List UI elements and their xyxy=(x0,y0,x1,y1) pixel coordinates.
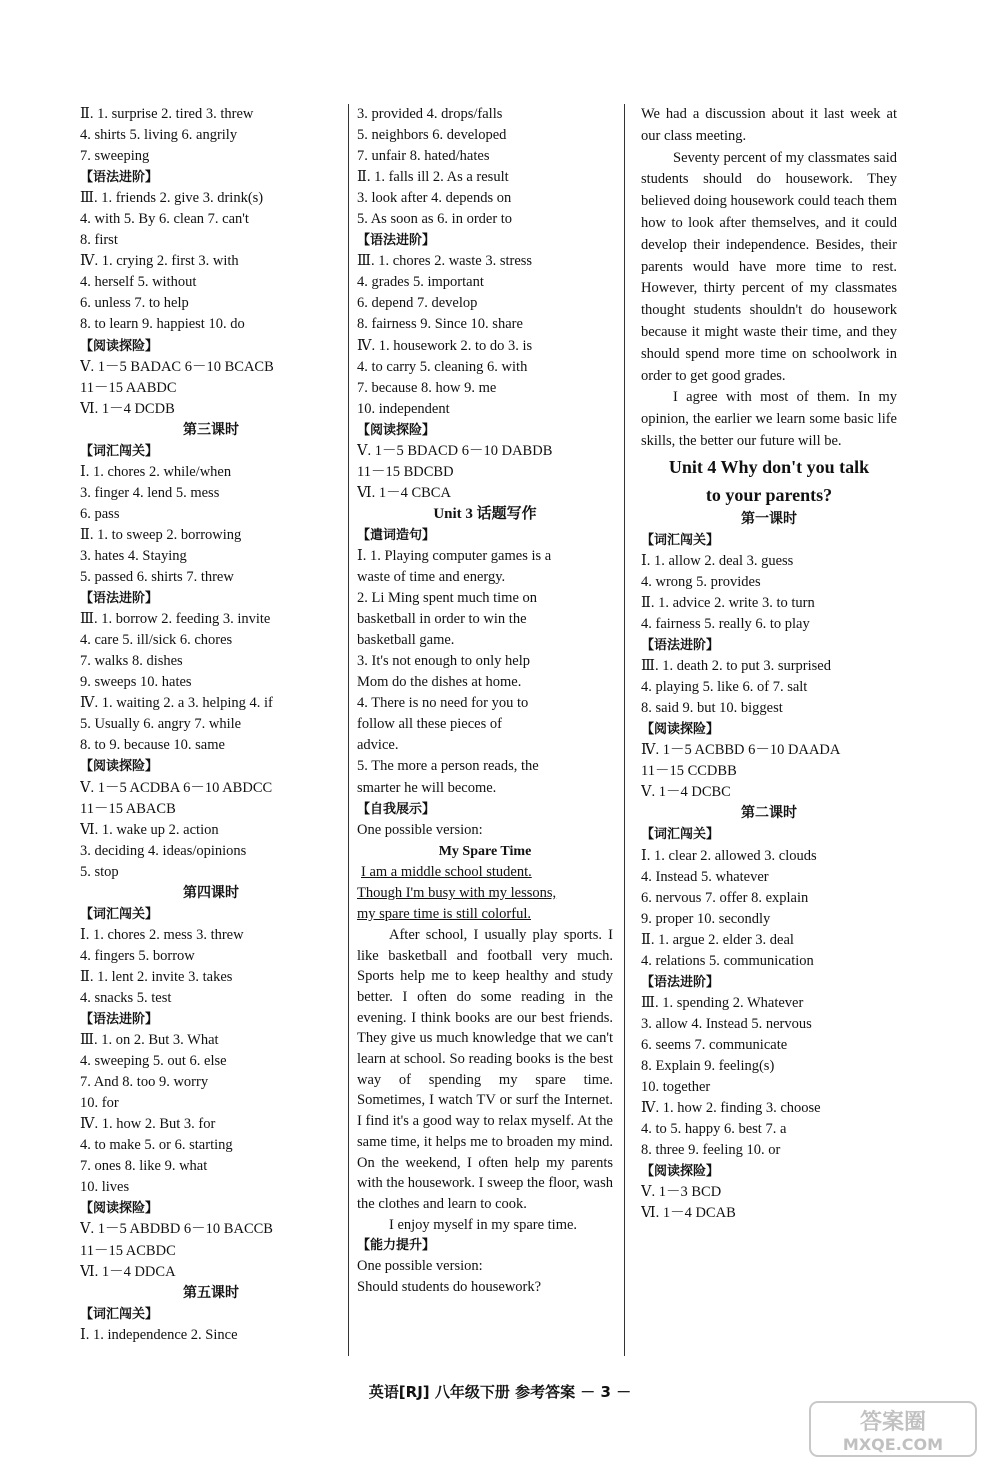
answer-line: 5. passed 6. shirts 7. threw xyxy=(80,569,234,586)
answer-line: 6. pass xyxy=(80,505,120,522)
answer-line: 6. unless 7. to help xyxy=(80,295,189,312)
answer-line: Ⅳ. 1. waiting 2. a 3. helping 4. if xyxy=(80,695,273,712)
section-heading: 【词汇闯关】 xyxy=(80,1306,159,1322)
answer-line: 11－15 ABACB xyxy=(80,800,176,817)
answer-line: basketball in order to win the xyxy=(357,611,527,628)
answer-line: Ⅲ. 1. borrow 2. feeding 3. invite xyxy=(80,611,271,628)
answer-column-1 xyxy=(80,104,342,1346)
answer-line: 4. snacks 5. test xyxy=(80,989,172,1006)
section-heading: 【词汇闯关】 xyxy=(641,827,720,843)
answer-line: Ⅳ. 1. how 2. finding 3. choose xyxy=(641,1100,821,1117)
answer-line: Ⅱ. 1. falls ill 2. As a result xyxy=(357,169,509,186)
answer-line: 5. The more a person reads, the xyxy=(357,758,539,775)
answer-line: Ⅵ. 1－4 CBCA xyxy=(357,484,451,501)
answer-line: Ⅵ. 1. wake up 2. action xyxy=(80,821,219,838)
answer-line: 4. to 5. happy 6. best 7. a xyxy=(641,1121,787,1138)
answer-line: 10. for xyxy=(80,1095,119,1112)
essay-underlined-line: my spare time is still colorful. xyxy=(357,905,531,922)
answer-line: 4. There is no need for you to xyxy=(357,695,529,712)
answer-line: Ⅱ. 1. to sweep 2. borrowing xyxy=(80,526,242,543)
answer-line: Ⅲ. 1. friends 2. give 3. drink(s) xyxy=(80,190,264,207)
section-heading: 【语法进阶】 xyxy=(641,974,720,990)
answer-line: Ⅱ. 1. surprise 2. tired 3. threw xyxy=(80,106,254,122)
answer-line: waste of time and energy. xyxy=(357,569,506,586)
answer-line: 11－15 CCDBB xyxy=(641,763,737,780)
answer-line: 3. provided 4. drops/falls xyxy=(357,106,503,122)
answer-line: 4. fairness 5. really 6. to play xyxy=(641,615,810,632)
answer-line: 8. to learn 9. happiest 10. do xyxy=(80,316,245,333)
section-heading: 【阅读探险】 xyxy=(357,422,436,438)
answer-line: follow all these pieces of xyxy=(357,716,502,733)
essay-paragraph: After school, I usually play sports. I like basketball and football very much. Sports help me to keep healthy and study better. I often do some reading in the evening. I think books are our best friends. They give us much knowledge that we can't learn at school. So reading books is the best way of spending my spare time. Sometimes, I watch TV or surf the Internet. I find it's a good way to relax myself. At the same time, it helps me to broaden my mind. On the weekend, I often help my parents with the housework. I sweep the floor, wash the clothes and learn to cook. xyxy=(357,926,613,1212)
answer-line: 3. It's not enough to only help xyxy=(357,653,530,670)
answer-line: 7. And 8. too 9. worry xyxy=(80,1074,209,1091)
answer-line: Ⅴ. 1－4 DCBC xyxy=(641,784,731,801)
answer-line: 7. ones 8. like 9. what xyxy=(80,1158,208,1175)
answer-line: 5. Usually 6. angry 7. while xyxy=(80,716,242,733)
answer-column-2 xyxy=(357,104,613,1299)
answer-line: advice. xyxy=(357,737,399,754)
answer-line: 3. hates 4. Staying xyxy=(80,547,187,564)
essay-underlined-line: Though I'm busy with my lessons, xyxy=(357,884,557,901)
section-heading: 【阅读探险】 xyxy=(80,759,159,775)
answer-line: 9. sweeps 10. hates xyxy=(80,674,192,691)
section-heading: 【阅读探险】 xyxy=(80,1201,159,1217)
unit-heading: Unit 3 话题写作 xyxy=(433,505,537,522)
answer-line: 8. fairness 9. Since 10. share xyxy=(357,316,523,333)
answer-line: Ⅴ. 1－5 ABDBD 6－10 BACCB xyxy=(80,1221,273,1238)
page-footer: 英语[RJ] 八年级下册 参考答案 － 3 － xyxy=(368,1383,632,1401)
answer-line: 4. to carry 5. cleaning 6. with xyxy=(357,358,528,375)
answer-line: Ⅲ. 1. chores 2. waste 3. stress xyxy=(357,253,533,270)
answer-line: 8. Explain 9. feeling(s) xyxy=(641,1057,775,1074)
answer-line: Ⅱ. 1. argue 2. elder 3. deal xyxy=(641,931,794,948)
answer-line: 7. walks 8. dishes xyxy=(80,653,183,670)
answer-line: 6. seems 7. communicate xyxy=(641,1036,788,1053)
answer-line: 3. look after 4. depends on xyxy=(357,190,512,207)
answer-line: Ⅰ. 1. Playing computer games is a xyxy=(357,547,552,564)
essay-underlined-line: I am a middle school student. xyxy=(361,863,532,880)
section-heading: 【阅读探险】 xyxy=(641,1164,720,1180)
lesson-heading: 第五课时 xyxy=(183,1284,239,1301)
lesson-heading: 第一课时 xyxy=(741,510,797,527)
lesson-heading: 第三课时 xyxy=(183,421,239,438)
unit-heading: to your parents? xyxy=(705,484,833,505)
lesson-heading: 第四课时 xyxy=(183,884,239,901)
answer-line: Ⅴ. 1－3 BCD xyxy=(641,1184,722,1201)
watermark-logo xyxy=(808,1400,978,1458)
answer-line: Ⅴ. 1－5 BADAC 6－10 BCACB xyxy=(80,358,274,375)
answer-line: 5. neighbors 6. developed xyxy=(357,127,507,144)
answer-line: 3. allow 4. Instead 5. nervous xyxy=(641,1015,812,1032)
answer-line: 5. stop xyxy=(80,863,119,880)
section-heading: 【自我展示】 xyxy=(357,801,436,817)
answer-line: 3. deciding 4. ideas/opinions xyxy=(80,842,247,859)
lesson-heading: 第二课时 xyxy=(741,805,797,822)
section-heading: 【词汇闯关】 xyxy=(80,906,159,922)
answer-line: Ⅱ. 1. lent 2. invite 3. takes xyxy=(80,968,233,985)
answer-line: 8. first xyxy=(80,232,118,249)
answer-line: Ⅰ. 1. allow 2. deal 3. guess xyxy=(641,552,794,569)
answer-line: Ⅳ. 1. housework 2. to do 3. is xyxy=(357,337,533,354)
answer-line: 4. shirts 5. living 6. angrily xyxy=(80,127,238,144)
answer-line: 4. care 5. ill/sick 6. chores xyxy=(80,632,233,649)
answer-line: 11－15 AABDC xyxy=(80,379,177,396)
answer-line: 4. fingers 5. borrow xyxy=(80,947,195,964)
watermark-top-text: 答案圈 xyxy=(859,1410,927,1435)
answer-line: 4. grades 5. important xyxy=(357,274,484,291)
answer-line: 8. said 9. but 10. biggest xyxy=(641,700,783,717)
answer-line: 11－15 ACBDC xyxy=(80,1242,176,1259)
answer-line: Ⅵ. 1－4 DCAB xyxy=(641,1205,736,1222)
answer-line: 4. with 5. By 6. clean 7. can't xyxy=(80,211,249,228)
answer-line: 3. finger 4. lend 5. mess xyxy=(80,484,220,501)
answer-line: Ⅲ. 1. on 2. But 3. What xyxy=(80,1032,219,1049)
answer-line: 10. together xyxy=(641,1079,711,1096)
answer-line: One possible version: xyxy=(357,1258,483,1275)
section-heading: 【遣词造句】 xyxy=(357,527,436,543)
answer-line: 4. to make 5. or 6. starting xyxy=(80,1137,233,1154)
section-heading: 【词汇闯关】 xyxy=(641,532,720,548)
answer-line: 4. sweeping 5. out 6. else xyxy=(80,1053,227,1070)
answer-line: Ⅳ. 1. how 2. But 3. for xyxy=(80,1116,216,1133)
essay-title: My Spare Time xyxy=(438,843,532,859)
section-heading: 【语法进阶】 xyxy=(80,1012,159,1028)
section-heading: 【语法进阶】 xyxy=(641,638,720,654)
answer-line: Ⅲ. 1. spending 2. Whatever xyxy=(641,994,804,1011)
answer-line: basketball game. xyxy=(357,632,455,649)
essay-paragraph: We had a discussion about it last week at our class meeting. xyxy=(641,106,897,144)
answer-line: 5. As soon as 6. in order to xyxy=(357,211,513,228)
section-heading: 【阅读探险】 xyxy=(641,722,720,738)
answer-line: Ⅰ. 1. clear 2. allowed 3. clouds xyxy=(641,847,817,864)
unit-heading: Unit 4 Why don't you talk xyxy=(668,456,870,477)
answer-line: Ⅳ. 1－5 ACBBD 6－10 DAADA xyxy=(641,742,841,759)
answer-line: 7. sweeping xyxy=(80,148,150,165)
column-divider xyxy=(348,104,349,1356)
section-heading: 【语法进阶】 xyxy=(357,233,436,249)
answer-column-3 xyxy=(641,104,897,1224)
section-heading: 【能力提升】 xyxy=(357,1238,436,1254)
answer-line: Ⅱ. 1. advice 2. write 3. to turn xyxy=(641,594,815,611)
answer-line: 8. three 9. feeling 10. or xyxy=(641,1142,781,1159)
answer-line: 4. herself 5. without xyxy=(80,274,197,291)
answer-line: 4. Instead 5. whatever xyxy=(641,868,769,885)
answer-line: Ⅴ. 1－5 BDACD 6－10 DABDB xyxy=(357,442,553,459)
answer-line: 4. wrong 5. provides xyxy=(641,573,761,590)
answer-line: 6. depend 7. develop xyxy=(357,295,478,312)
answer-line: Ⅵ. 1－4 DCDB xyxy=(80,400,175,417)
answer-line: 11－15 BDCBD xyxy=(357,463,454,480)
answer-line: 4. relations 5. communication xyxy=(641,952,814,969)
section-heading: 【词汇闯关】 xyxy=(80,443,159,459)
essay-paragraph: I enjoy myself in my spare time. xyxy=(389,1216,578,1233)
answer-line: Ⅰ. 1. independence 2. Since xyxy=(80,1326,238,1343)
section-heading: 【阅读探险】 xyxy=(80,338,159,354)
watermark-bottom-text: MXQE.COM xyxy=(842,1435,944,1454)
answer-line: One possible version: xyxy=(357,821,483,838)
answer-line: 9. proper 10. secondly xyxy=(641,910,771,927)
answer-line: Ⅰ. 1. chores 2. mess 3. threw xyxy=(80,926,244,943)
answer-line: 7. unfair 8. hated/hates xyxy=(357,148,490,165)
answer-line: Ⅵ. 1－4 DDCA xyxy=(80,1263,176,1280)
answer-line: 2. Li Ming spent much time on xyxy=(357,590,538,607)
answer-line: 6. nervous 7. offer 8. explain xyxy=(641,889,809,906)
section-heading: 【语法进阶】 xyxy=(80,170,159,186)
answer-line: 10. independent xyxy=(357,400,450,417)
essay-paragraph: Seventy percent of my classmates said students should do housework. They believed doing housework could teach them how to look after themselves, and it could develop their independence. Besides, their parents would have more time to rest. However, thirty percent of my classmates thought students shouldn't do housework because it might waste their time, and they should spend more time on schoolwork in order to get good grades. xyxy=(641,149,897,384)
answer-line: Ⅳ. 1. crying 2. first 3. with xyxy=(80,253,239,270)
section-heading: 【语法进阶】 xyxy=(80,591,159,607)
answer-line: 10. lives xyxy=(80,1179,130,1196)
answer-line: Ⅰ. 1. chores 2. while/when xyxy=(80,463,232,480)
answer-line: Mom do the dishes at home. xyxy=(357,674,522,691)
answer-line: Should students do housework? xyxy=(357,1279,542,1296)
answer-line: 4. playing 5. like 6. of 7. salt xyxy=(641,679,808,696)
answer-line: Ⅲ. 1. death 2. to put 3. surprised xyxy=(641,658,831,675)
essay-paragraph: I agree with most of them. In my opinion, the earlier we learn some basic life skills, the better our future will be. xyxy=(641,389,897,449)
answer-line: smarter he will become. xyxy=(357,779,497,796)
column-divider xyxy=(624,104,625,1356)
answer-line: 8. to 9. because 10. same xyxy=(80,737,225,754)
answer-line: 7. because 8. how 9. me xyxy=(357,379,497,396)
answer-line: Ⅴ. 1－5 ACDBA 6－10 ABDCC xyxy=(80,779,273,796)
